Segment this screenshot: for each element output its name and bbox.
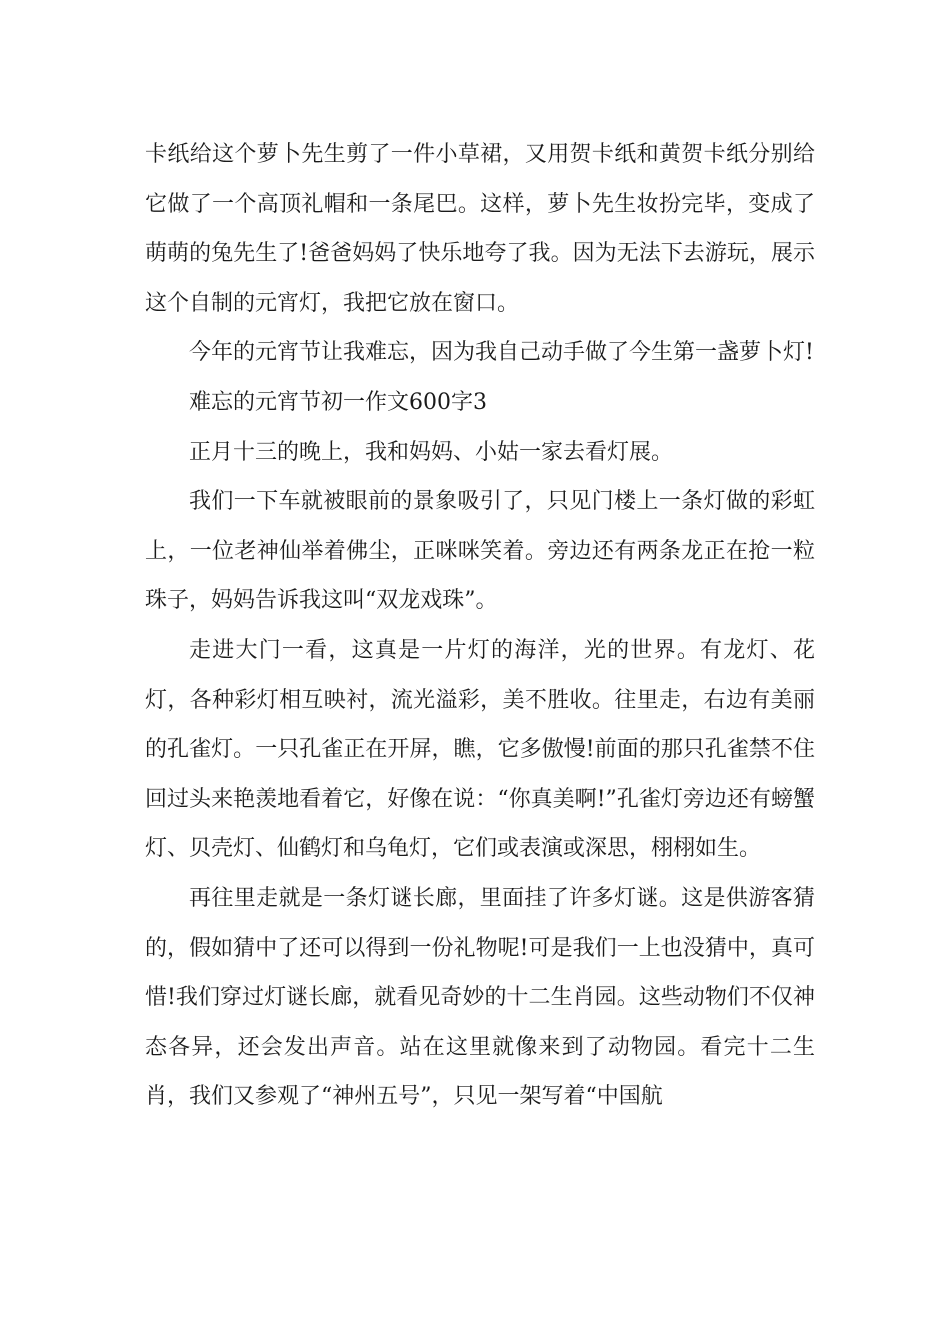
paragraph: 正月十三的晚上，我和妈妈、小姑一家去看灯展。 xyxy=(189,439,674,465)
paragraph: 我们一下车就被眼前的景象吸引了，只见门楼上一条灯做的彩虹上，一位老神仙举着佛尘，正咪咪笑着。旁边还有两条龙正在抢一粒珠子，妈妈告诉我这叫“双龙戏珠”。 xyxy=(145,489,815,614)
body-text xyxy=(145,130,815,1122)
paragraph: 再往里走就是一条灯谜长廊，里面挂了许多灯谜。这是供游客猜的，假如猜中了还可以得到一份礼物呢!可是我们一上也没猜中，真可惜!我们穿过灯谜长廊，就看见奇妙的十二生肖园。这些动物们不仅神态各异，还会发出声音。站在这里就像来到了动物园。看完十二生肖，我们又参观了“神州五号”，只见一架写着“中国航 xyxy=(145,885,815,1110)
section-heading: 难忘的元宵节初一作文600字3 xyxy=(189,389,487,415)
paragraph: 走进大门一看，这真是一片灯的海洋，光的世界。有龙灯、花灯，各种彩灯相互映衬，流光溢彩，美不胜收。往里走，右边有美丽的孔雀灯。一只孔雀正在开屏，瞧，它多傲慢!前面的那只孔雀禁不住回过头来艳羡地看着它，好像在说：“你真美啊!”孔雀灯旁边还有螃蟹灯、贝壳灯、仙鹤灯和乌龟灯，它们或表演或深思，栩栩如生。 xyxy=(145,637,815,862)
paragraph: 卡纸给这个萝卜先生剪了一件小草裙，又用贺卡纸和黄贺卡纸分别给它做了一个高顶礼帽和一条尾巴。这样，萝卜先生妆扮完毕，变成了萌萌的兔先生了!爸爸妈妈了快乐地夸了我。因为无法下去游玩，展示这个自制的元宵灯，我把它放在窗口。 xyxy=(145,142,815,316)
paragraph: 今年的元宵节让我难忘，因为我自己动手做了今生第一盏萝卜灯! xyxy=(189,340,814,366)
